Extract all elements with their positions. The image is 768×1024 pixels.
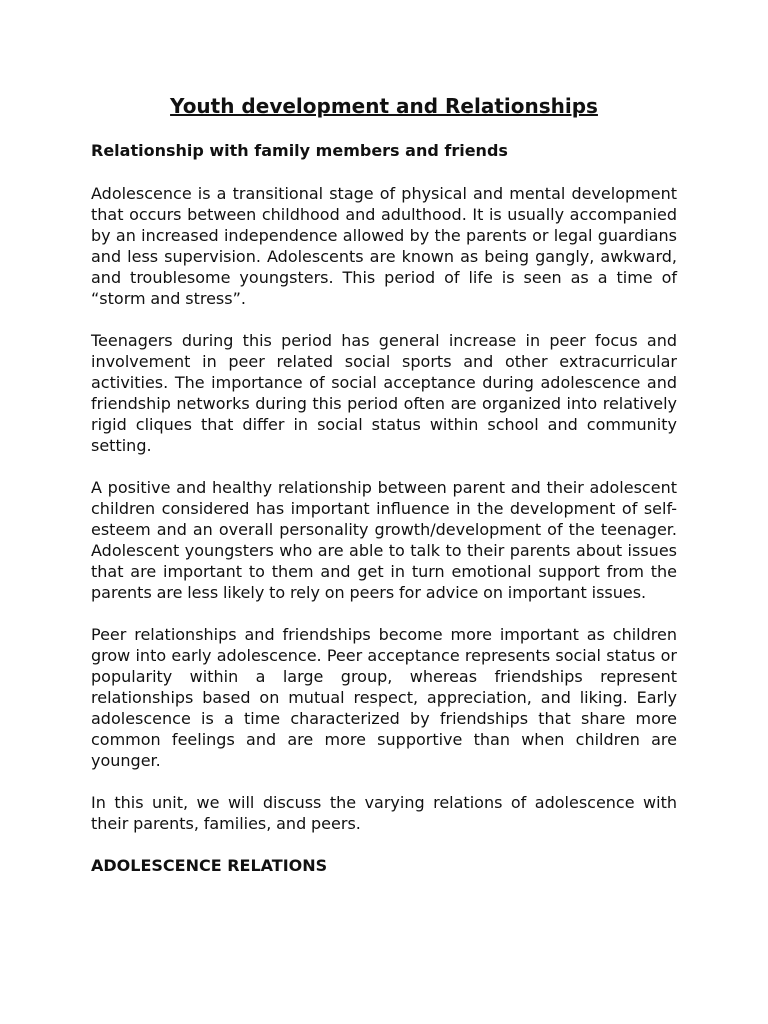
paragraph-adolescence-definition: Adolescence is a transitional stage of physical and mental development that occurs between childhood and adulthood. It is usually accompanied by an increased independence allowed by the parents or legal guardians and less supervision. Adolescents are known as being gangly, awkward, and troublesome youngsters. This period of life is seen as a time of “storm and stress”.	[91, 184, 677, 308]
paragraph-peer-focus: Teenagers during this period has general increase in peer focus and involvement in peer related social sports and other extracurricular activities. The importance of social acceptance during adolescence and friendship networks during this period often are organized into relatively rigid cliques that differ in social status within school and community setting.	[91, 331, 677, 455]
section-heading-adolescence-relations: ADOLESCENCE RELATIONS	[91, 856, 328, 875]
document-body	[91, 92, 677, 876]
section-subheading: Relationship with family members and friends	[91, 141, 508, 160]
document-title: Youth development and Relationships	[170, 94, 598, 118]
paragraph-parent-relationship: A positive and healthy relationship between parent and their adolescent children considered has important influence in the development of self-esteem and an overall personality growth/development of the teenager. Adolescent youngsters who are able to talk to their parents about issues that are important to them and get in turn emotional support from the parents are less likely to rely on peers for advice on important issues.	[91, 478, 677, 602]
paragraph-unit-intro: In this unit, we will discuss the varying relations of adolescence with their parents, families, and peers.	[91, 793, 677, 833]
paragraph-peer-friendships: Peer relationships and friendships become more important as children grow into early adolescence. Peer acceptance represents social status or popularity within a large group, whereas friendships represent relationships based on mutual respect, appreciation, and liking. Early adolescence is a time characterized by friendships that share more common feelings and are more supportive than when children are younger.	[91, 625, 677, 770]
